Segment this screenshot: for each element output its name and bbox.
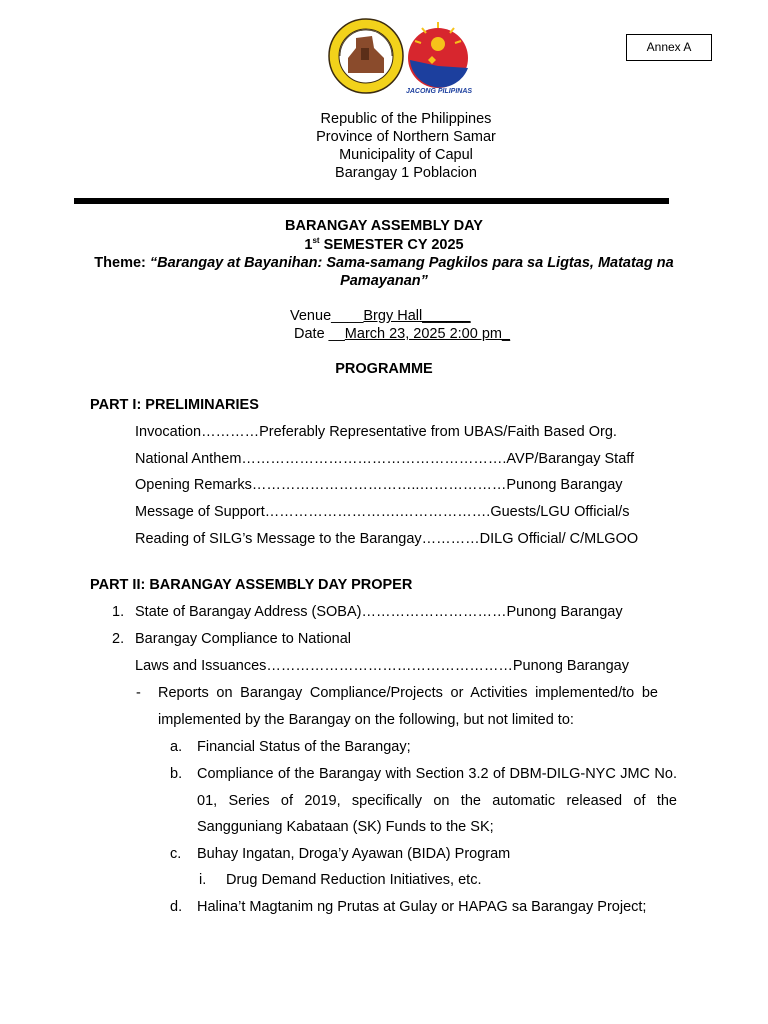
compliance-item-line1: Barangay Compliance to National bbox=[135, 631, 352, 647]
theme-label: Theme: bbox=[94, 255, 150, 271]
part2-heading: PART II: BARANGAY ASSEMBLY DAY PROPER bbox=[90, 577, 413, 593]
header-barangay: Barangay 1 Poblacion bbox=[335, 165, 477, 181]
item-c-i-text: Drug Demand Reduction Initiatives, etc. bbox=[226, 872, 482, 888]
theme-line bbox=[90, 254, 678, 290]
soba-item: State of Barangay Address (SOBA)…………………………Punong Barangay bbox=[135, 604, 623, 620]
semester-suffix: st bbox=[312, 236, 320, 245]
venue-label: Venue____ bbox=[290, 308, 364, 324]
dash-bullet: - bbox=[136, 685, 141, 701]
part1-item: Message of Support……………………….……………….Guests/LGU Official/s bbox=[135, 504, 630, 520]
list-letter: a. bbox=[170, 739, 183, 755]
item-c-text: Buhay Ingatan, Droga’y Ayawan (BIDA) Program bbox=[197, 846, 511, 862]
semester-number: 1 bbox=[304, 236, 313, 253]
venue-line bbox=[290, 308, 471, 324]
reports-text: Reports on Barangay Compliance/Projects or Activities implemented/to be implemented by the Barangay on the following, but not limited to: bbox=[158, 685, 658, 728]
list-letter: c. bbox=[170, 846, 182, 862]
list-roman: i. bbox=[199, 872, 207, 888]
ph-logo-caption: JACONG PILIPINAS bbox=[405, 88, 473, 95]
bagong-pilipinas-logo bbox=[398, 18, 480, 96]
date-line bbox=[294, 326, 510, 342]
header-municipality: Municipality of Capul bbox=[339, 147, 473, 163]
date-label: Date __ bbox=[294, 326, 345, 342]
part1-item: Reading of SILG’s Message to the Barangay…………DILG Official/ C/MLGOO bbox=[135, 531, 639, 547]
event-title: BARANGAY ASSEMBLY DAY bbox=[285, 218, 483, 234]
semester-text: SEMESTER CY 2025 bbox=[319, 236, 464, 253]
capul-seal-logo bbox=[328, 18, 404, 94]
item-b-text: Compliance of the Barangay with Section 3.2 of DBM-DILG-NYC JMC No. 01, Series of 2019, specifically on the automatic released of the Sangguniang Kabataan (SK) Funds to the SK; bbox=[197, 766, 677, 835]
header-divider bbox=[74, 198, 669, 204]
part1-heading: PART I: PRELIMINARIES bbox=[90, 397, 259, 413]
header-republic: Republic of the Philippines bbox=[320, 111, 492, 127]
part1-item: Opening Remarks……………………………..………………Punong Barangay bbox=[135, 477, 623, 493]
annex-label: Annex A bbox=[626, 34, 712, 61]
semester-line bbox=[0, 236, 768, 253]
date-value: March 23, 2025 2:00 pm_ bbox=[344, 326, 511, 342]
list-number: 1. bbox=[112, 604, 125, 620]
programme-heading: PROGRAMME bbox=[335, 361, 433, 377]
theme-text: “Barangay at Bayanihan: Sama-samang Pagkilos para sa Ligtas, Matatag na Pamayanan” bbox=[149, 255, 674, 289]
venue-value: Brgy Hall______ bbox=[363, 308, 471, 324]
list-number: 2. bbox=[112, 631, 125, 647]
item-a-text: Financial Status of the Barangay; bbox=[197, 739, 411, 755]
header-province: Province of Northern Samar bbox=[316, 129, 496, 145]
part1-item: Invocation…………Preferably Representative from UBAS/Faith Based Org. bbox=[135, 424, 617, 440]
part1-item: National Anthem……………………………………………….AVP/Barangay Staff bbox=[135, 451, 635, 467]
item-d-text: Halina’t Magtanim ng Prutas at Gulay or HAPAG sa Barangay Project; bbox=[197, 899, 647, 915]
list-letter: d. bbox=[170, 899, 183, 915]
list-letter: b. bbox=[170, 766, 183, 782]
compliance-item-line2: Laws and Issuances……………………………………………Punong Barangay bbox=[135, 658, 629, 674]
